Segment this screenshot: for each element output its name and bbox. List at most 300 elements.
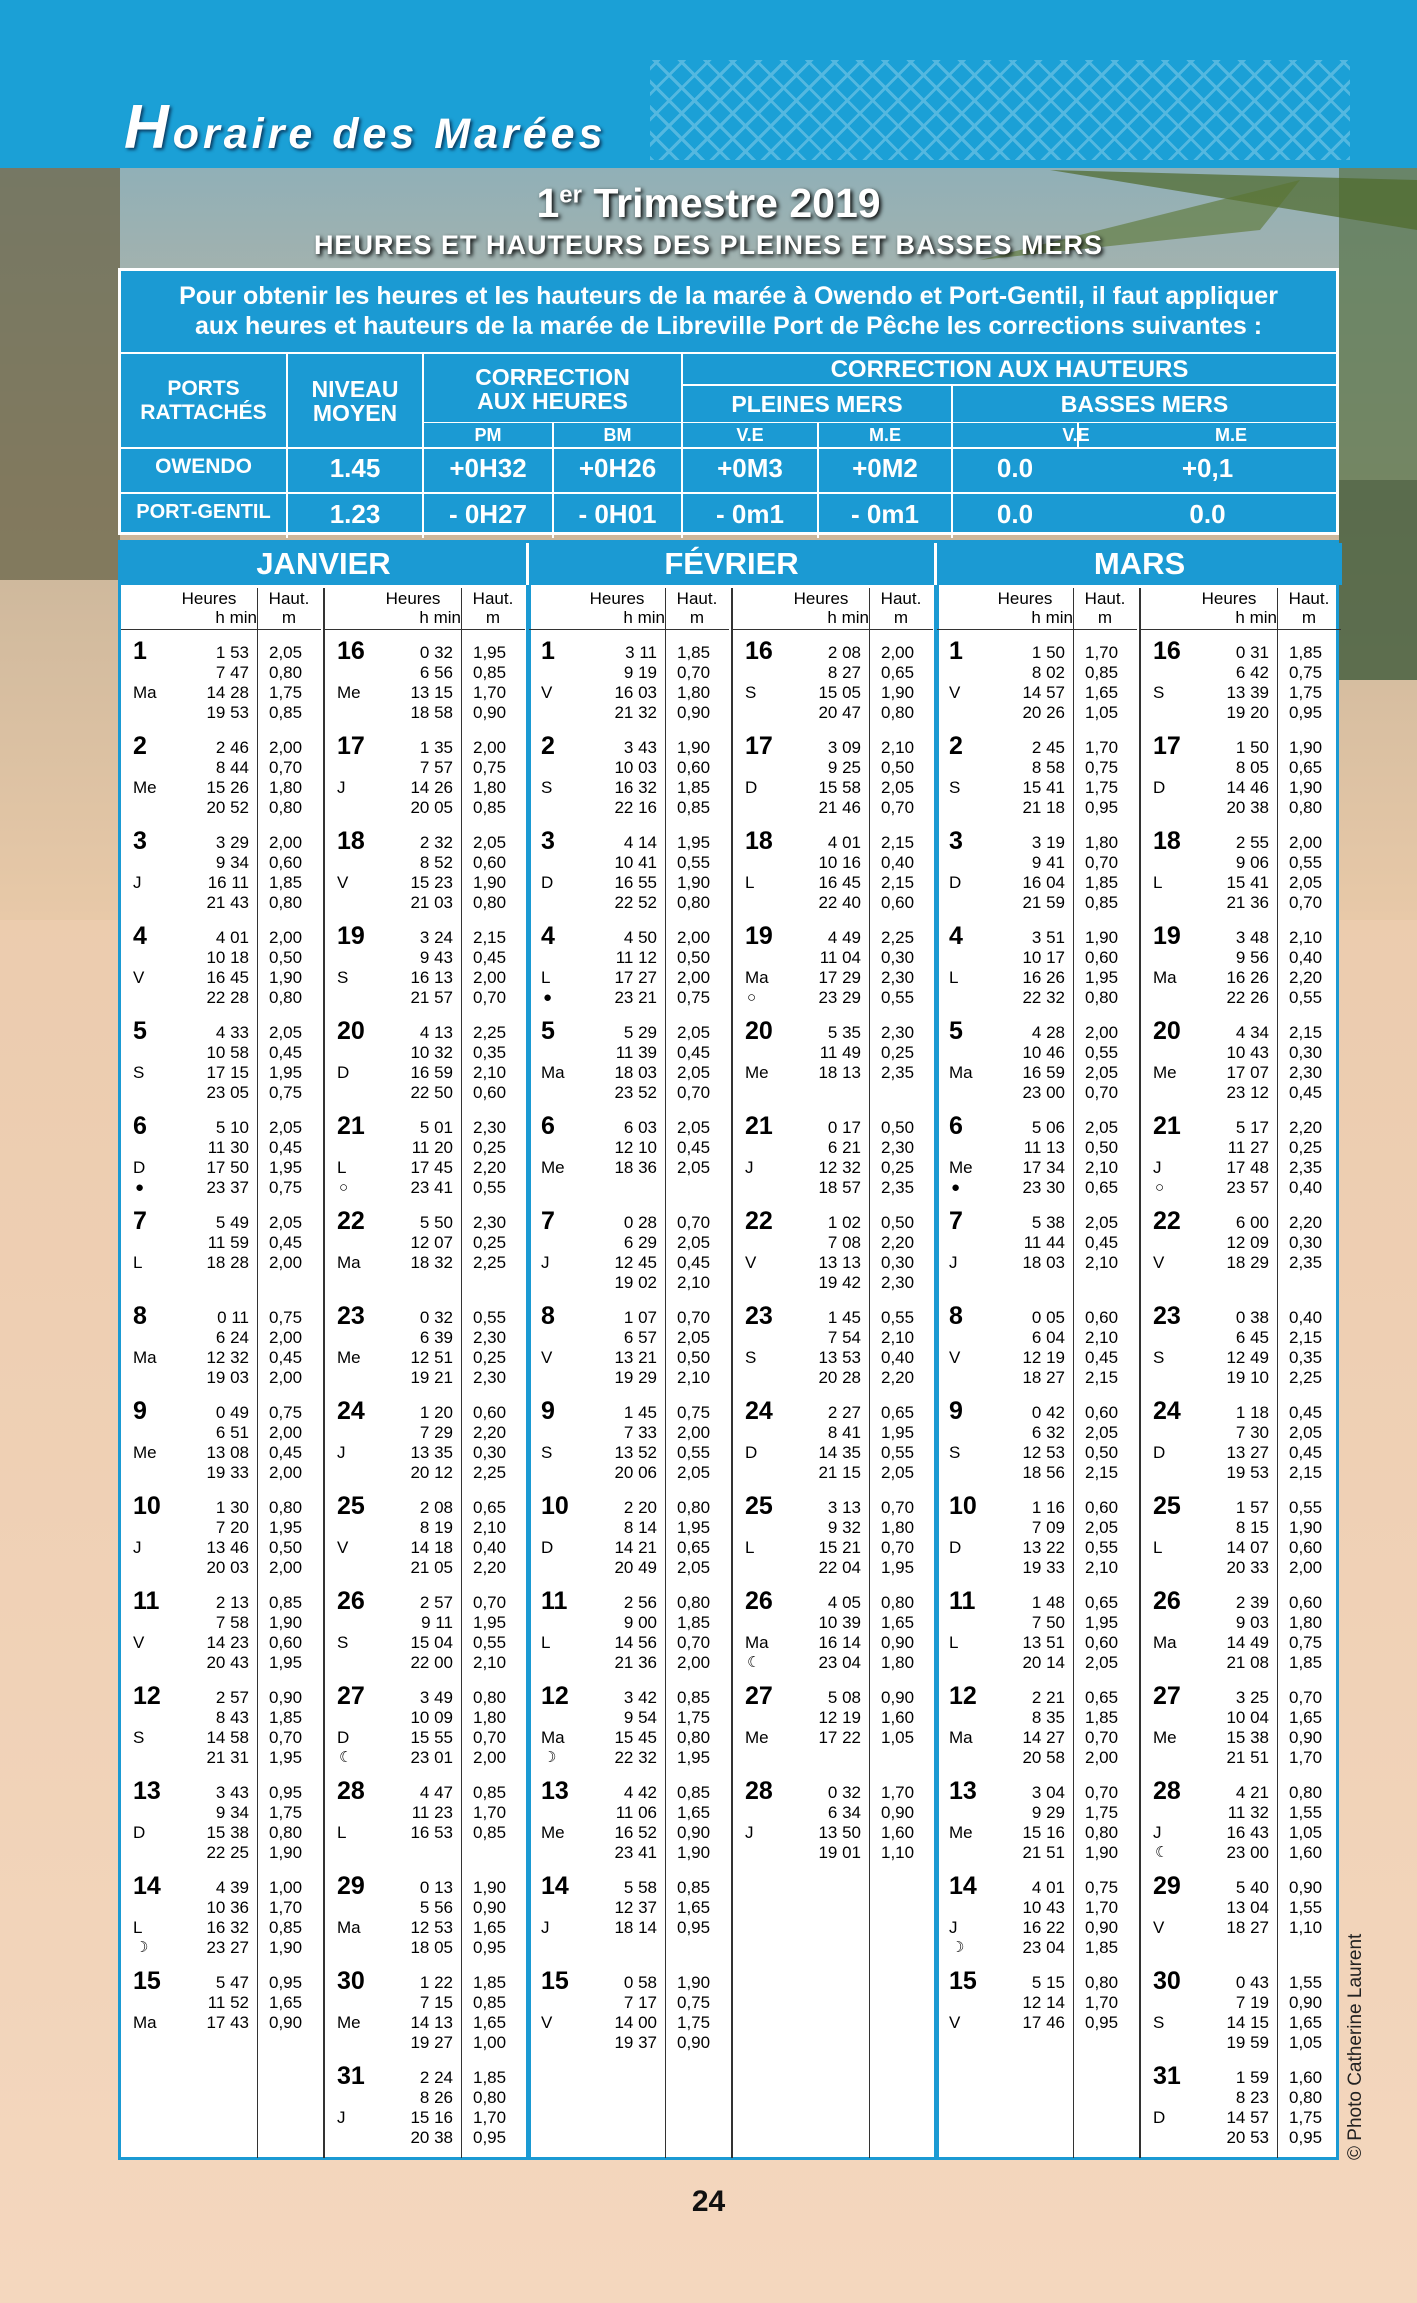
head-niveau: NIVEAU MOYEN bbox=[311, 376, 399, 426]
weekday: J bbox=[541, 1253, 550, 1272]
tide-height: 1,60 bbox=[1289, 1843, 1323, 1862]
head-corr-hauteurs: CORRECTION AUX HAUTEURS bbox=[830, 356, 1189, 383]
day-number: 2 bbox=[541, 732, 555, 760]
weekday: Ma bbox=[541, 1063, 565, 1082]
tide-height: 0,95 bbox=[269, 1783, 303, 1802]
tide-time: 16 22 bbox=[1022, 1918, 1065, 1937]
weekday: D bbox=[1153, 778, 1166, 797]
tide-time: 13 15 bbox=[410, 683, 453, 702]
tide-time: 18 03 bbox=[1022, 1253, 1065, 1272]
tide-time: 2 39 bbox=[1235, 1593, 1269, 1612]
tide-height: 0,90 bbox=[881, 1803, 915, 1822]
row-portgentil-pm: - 0H27 bbox=[448, 499, 528, 529]
tide-height: 0,45 bbox=[269, 1348, 303, 1367]
tide-height: 2,30 bbox=[881, 1273, 915, 1292]
tide-height: 0,50 bbox=[881, 1213, 915, 1232]
tide-time: 7 50 bbox=[1031, 1613, 1065, 1632]
tide-height: 1,75 bbox=[1085, 1803, 1119, 1822]
tide-time: 22 40 bbox=[818, 893, 861, 912]
tide-height: 1,65 bbox=[677, 1803, 711, 1822]
tide-time: 4 01 bbox=[827, 833, 861, 852]
day-number: 12 bbox=[541, 1682, 569, 1710]
tide-height: 2,00 bbox=[269, 1558, 303, 1577]
tide-time: 15 38 bbox=[1226, 1728, 1269, 1747]
tide-height: 1,95 bbox=[1085, 968, 1119, 987]
weekday: S bbox=[1153, 2013, 1165, 2032]
header-hmin: h min bbox=[215, 608, 257, 627]
weekday: V bbox=[1153, 1918, 1165, 1937]
tide-time: 23 57 bbox=[1226, 1178, 1269, 1197]
tide-time: 5 06 bbox=[1031, 1118, 1065, 1137]
tide-height: 2,20 bbox=[1289, 1213, 1323, 1232]
tide-time: 16 32 bbox=[206, 1918, 249, 1937]
tide-height: 0,30 bbox=[1289, 1043, 1323, 1062]
weekday: Me bbox=[541, 1823, 565, 1842]
day-number: 11 bbox=[949, 1587, 976, 1615]
tide-height: 2,05 bbox=[1289, 1423, 1323, 1442]
tide-time: 9 25 bbox=[827, 758, 861, 777]
tide-height: 0,80 bbox=[1085, 988, 1119, 1007]
sub-ve-basses: V.E bbox=[1062, 425, 1090, 445]
header-m: m bbox=[1097, 608, 1113, 627]
tide-height: 2,25 bbox=[881, 928, 915, 947]
tide-time: 20 06 bbox=[614, 1463, 657, 1482]
tide-time: 21 59 bbox=[1022, 893, 1065, 912]
trimestre-label: Trimestre 2019 bbox=[581, 180, 881, 226]
tide-time: 22 50 bbox=[410, 1083, 453, 1102]
tide-time: 20 28 bbox=[818, 1368, 861, 1387]
tide-time: 10 41 bbox=[614, 853, 657, 872]
tide-height: 0,70 bbox=[473, 1593, 507, 1612]
tide-height: 0,65 bbox=[1085, 1178, 1119, 1197]
tide-time: 19 53 bbox=[206, 703, 249, 722]
tide-time: 7 54 bbox=[827, 1328, 861, 1347]
tide-height: 0,70 bbox=[473, 988, 507, 1007]
tide-height: 1,10 bbox=[1289, 1918, 1323, 1937]
tide-time: 5 40 bbox=[1235, 1878, 1269, 1897]
day-number: 10 bbox=[949, 1492, 977, 1520]
day-number: 15 bbox=[949, 1967, 977, 1995]
tide-height: 0,70 bbox=[677, 1213, 711, 1232]
tide-time: 5 50 bbox=[419, 1213, 453, 1232]
header-line bbox=[937, 629, 1137, 630]
tide-time: 13 50 bbox=[818, 1823, 861, 1842]
tide-time: 3 25 bbox=[1235, 1688, 1269, 1707]
day-number: 29 bbox=[1153, 1872, 1181, 1900]
day-number: 19 bbox=[337, 922, 365, 950]
month-header-2: MARS bbox=[937, 543, 1342, 585]
tide-height: 1,80 bbox=[269, 778, 303, 797]
month-separator bbox=[934, 585, 939, 2160]
tide-time: 18 27 bbox=[1226, 1918, 1269, 1937]
tide-height: 2,20 bbox=[1289, 1118, 1323, 1137]
tide-time: 8 15 bbox=[1235, 1518, 1269, 1537]
tide-height: 1,90 bbox=[881, 683, 915, 702]
tide-time: 15 41 bbox=[1226, 873, 1269, 892]
tide-time: 9 41 bbox=[1031, 853, 1065, 872]
tide-time: 11 13 bbox=[1023, 1138, 1065, 1157]
tide-time: 12 19 bbox=[1022, 1348, 1065, 1367]
tide-height: 0,70 bbox=[1289, 893, 1323, 912]
tide-height: 2,10 bbox=[1289, 928, 1323, 947]
tide-time: 18 03 bbox=[614, 1063, 657, 1082]
tide-height: 2,20 bbox=[881, 1368, 915, 1387]
day-number: 4 bbox=[541, 922, 555, 950]
tide-time: 2 13 bbox=[215, 1593, 249, 1612]
row-owendo-bm: +0H26 bbox=[578, 453, 657, 483]
tide-time: 23 41 bbox=[614, 1843, 657, 1862]
row-owendo-pm: +0H32 bbox=[449, 453, 527, 483]
tide-height: 0,85 bbox=[677, 798, 711, 817]
tide-time: 20 49 bbox=[614, 1558, 657, 1577]
tide-height: 0,85 bbox=[677, 1783, 711, 1802]
tide-height: 1,65 bbox=[1289, 2013, 1323, 2032]
tide-height: 2,20 bbox=[881, 1233, 915, 1252]
tide-time: 17 15 bbox=[206, 1063, 249, 1082]
tide-height: 1,65 bbox=[473, 2013, 507, 2032]
day-number: 9 bbox=[133, 1397, 147, 1425]
day-number: 22 bbox=[1153, 1207, 1181, 1235]
weekday: L bbox=[337, 1823, 347, 1842]
moon-phase-icon: ○ bbox=[747, 989, 757, 1006]
tide-height: 1,80 bbox=[1289, 1613, 1323, 1632]
sub-pm: PM bbox=[474, 425, 502, 445]
tide-time: 21 18 bbox=[1022, 798, 1065, 817]
tide-height: 2,15 bbox=[881, 833, 915, 852]
tide-height: 2,30 bbox=[473, 1213, 507, 1232]
tide-height: 1,70 bbox=[1085, 643, 1119, 662]
tide-time: 5 08 bbox=[827, 1688, 861, 1707]
tide-height: 2,10 bbox=[1085, 1158, 1119, 1177]
day-number: 23 bbox=[337, 1302, 365, 1330]
tide-time: 5 17 bbox=[1235, 1118, 1269, 1137]
weekday: S bbox=[337, 1633, 349, 1652]
tide-time: 10 04 bbox=[1226, 1708, 1269, 1727]
tide-time: 1 20 bbox=[419, 1403, 453, 1422]
tide-height: 1,75 bbox=[1289, 2108, 1323, 2127]
tide-height: 0,90 bbox=[881, 1633, 915, 1652]
tide-height: 0,70 bbox=[473, 1728, 507, 1747]
tide-height: 2,10 bbox=[473, 1653, 507, 1672]
tide-height: 0,80 bbox=[1289, 1783, 1323, 1802]
tide-time: 9 34 bbox=[215, 1803, 249, 1822]
tide-time: 4 01 bbox=[1031, 1878, 1065, 1897]
tide-height: 2,00 bbox=[881, 643, 915, 662]
tide-height: 0,75 bbox=[677, 1993, 711, 2012]
tide-height: 1,95 bbox=[473, 1613, 507, 1632]
tide-time: 1 02 bbox=[827, 1213, 861, 1232]
weekday: V bbox=[541, 1348, 553, 1367]
tide-time: 11 59 bbox=[207, 1233, 249, 1252]
tide-height: 0,65 bbox=[881, 1403, 915, 1422]
tide-height: 2,25 bbox=[473, 1253, 507, 1272]
tide-height: 2,10 bbox=[1085, 1558, 1119, 1577]
weekday: D bbox=[133, 1158, 146, 1177]
tide-time: 18 13 bbox=[818, 1063, 861, 1082]
tide-time: 19 53 bbox=[1226, 1463, 1269, 1482]
tide-time: 11 20 bbox=[411, 1138, 453, 1157]
weekday: L bbox=[949, 968, 959, 987]
tide-time: 0 42 bbox=[1031, 1403, 1065, 1422]
weekday: L bbox=[541, 1633, 551, 1652]
tide-height: 2,05 bbox=[677, 1023, 711, 1042]
tide-height: 1,80 bbox=[1085, 833, 1119, 852]
tide-time: 0 28 bbox=[623, 1213, 657, 1232]
moon-phase-icon: ☾ bbox=[339, 1749, 353, 1766]
header-hmin: h min bbox=[1031, 608, 1073, 627]
tide-height: 2,15 bbox=[473, 928, 507, 947]
tide-time: 21 43 bbox=[206, 893, 249, 912]
tide-height: 0,95 bbox=[677, 1918, 711, 1937]
tide-height: 0,75 bbox=[269, 1083, 303, 1102]
weekday: Ma bbox=[1153, 968, 1177, 987]
day-number: 12 bbox=[949, 1682, 977, 1710]
day-number: 26 bbox=[337, 1587, 365, 1615]
weekday: Me bbox=[1153, 1063, 1177, 1082]
day-number: 28 bbox=[745, 1777, 773, 1805]
tide-time: 14 23 bbox=[206, 1633, 249, 1652]
tide-time: 5 56 bbox=[419, 1898, 453, 1917]
tide-time: 13 35 bbox=[410, 1443, 453, 1462]
tide-time: 20 58 bbox=[1022, 1748, 1065, 1767]
tide-time: 10 43 bbox=[1022, 1898, 1065, 1917]
tide-height: 0,25 bbox=[1289, 1138, 1323, 1157]
day-number: 10 bbox=[541, 1492, 569, 1520]
tide-height: 0,80 bbox=[269, 1823, 303, 1842]
day-number: 23 bbox=[1153, 1302, 1181, 1330]
tide-height: 0,25 bbox=[473, 1138, 507, 1157]
tide-height: 2,05 bbox=[677, 1158, 711, 1177]
tide-height: 1,65 bbox=[473, 1918, 507, 1937]
tide-time: 15 55 bbox=[410, 1728, 453, 1747]
tide-time: 19 33 bbox=[1022, 1558, 1065, 1577]
tide-time: 13 53 bbox=[818, 1348, 861, 1367]
tide-time: 4 42 bbox=[623, 1783, 657, 1802]
head-ports: PORTS RATTACHÉS bbox=[140, 377, 267, 424]
moon-phase-icon: ○ bbox=[339, 1179, 349, 1196]
tide-time: 21 31 bbox=[206, 1748, 249, 1767]
tide-time: 3 04 bbox=[1031, 1783, 1065, 1802]
weekday: V bbox=[337, 873, 349, 892]
corrections-intro bbox=[121, 281, 1336, 341]
tide-time: 11 39 bbox=[615, 1043, 657, 1062]
tide-height: 2,10 bbox=[473, 1063, 507, 1082]
tide-height: 1,70 bbox=[473, 683, 507, 702]
weekday: D bbox=[1153, 1443, 1166, 1462]
tide-height: 2,05 bbox=[269, 643, 303, 662]
tide-time: 14 26 bbox=[410, 778, 453, 797]
day-number: 18 bbox=[337, 827, 365, 855]
tide-time: 4 33 bbox=[215, 1023, 249, 1042]
tide-height: 2,00 bbox=[677, 1653, 711, 1672]
tide-time: 18 29 bbox=[1226, 1253, 1269, 1272]
day-number: 27 bbox=[337, 1682, 365, 1710]
weekday: Me bbox=[1153, 1728, 1177, 1747]
weekday: V bbox=[1153, 1253, 1165, 1272]
tide-height: 0,70 bbox=[677, 1308, 711, 1327]
row-portgentil-bm: - 0H01 bbox=[578, 499, 657, 529]
tide-time: 23 00 bbox=[1022, 1083, 1065, 1102]
tide-height: 0,60 bbox=[1085, 948, 1119, 967]
tide-time: 16 32 bbox=[614, 778, 657, 797]
tide-time: 2 57 bbox=[215, 1688, 249, 1707]
tide-time: 15 41 bbox=[1022, 778, 1065, 797]
moon-phase-icon: ☾ bbox=[747, 1654, 761, 1671]
tide-height: 0,75 bbox=[1085, 1878, 1119, 1897]
tide-height: 1,95 bbox=[269, 1518, 303, 1537]
tide-height: 1,70 bbox=[1289, 1748, 1323, 1767]
tide-height: 0,80 bbox=[473, 1688, 507, 1707]
tide-height: 0,55 bbox=[1289, 853, 1323, 872]
weekday: V bbox=[133, 968, 145, 987]
tide-time: 11 27 bbox=[1227, 1138, 1269, 1157]
sub-me-pleines: M.E bbox=[868, 425, 901, 445]
tide-time: 10 36 bbox=[206, 1898, 249, 1917]
tide-time: 6 32 bbox=[1031, 1423, 1065, 1442]
tide-height: 2,00 bbox=[473, 738, 507, 757]
tide-height: 0,75 bbox=[269, 1403, 303, 1422]
row-portgentil-port: PORT-GENTIL bbox=[136, 501, 271, 523]
tide-time: 5 58 bbox=[623, 1878, 657, 1897]
tide-time: 23 41 bbox=[410, 1178, 453, 1197]
tide-time: 21 57 bbox=[410, 988, 453, 1007]
tide-height: 1,90 bbox=[677, 873, 711, 892]
tide-height: 1,95 bbox=[473, 643, 507, 662]
tide-height: 1,85 bbox=[473, 1973, 507, 1992]
tide-time: 6 24 bbox=[215, 1328, 249, 1347]
tide-time: 19 21 bbox=[410, 1368, 453, 1387]
row-owendo-bve: 0.0 bbox=[996, 453, 1034, 483]
tide-height: 0,70 bbox=[1085, 1728, 1119, 1747]
weekday: Me bbox=[541, 1158, 565, 1177]
tide-time: 21 32 bbox=[614, 703, 657, 722]
weekday: D bbox=[745, 778, 758, 797]
tide-height: 0,55 bbox=[1289, 988, 1323, 1007]
tide-height: 0,90 bbox=[881, 1688, 915, 1707]
tide-time: 1 59 bbox=[1235, 2068, 1269, 2087]
tide-height: 2,05 bbox=[677, 1233, 711, 1252]
head-pleines: PLEINES MERS bbox=[731, 391, 903, 417]
row-portgentil-bme: 0.0 bbox=[1189, 499, 1226, 529]
weekday: L bbox=[133, 1253, 143, 1272]
month-header-0: JANVIER bbox=[121, 543, 526, 585]
tide-time: 5 29 bbox=[623, 1023, 657, 1042]
tide-time: 14 57 bbox=[1022, 683, 1065, 702]
tide-height: 1,90 bbox=[1289, 1518, 1323, 1537]
header-line bbox=[1141, 629, 1341, 630]
tide-height: 0,90 bbox=[1289, 1728, 1323, 1747]
tide-height: 0,70 bbox=[1289, 1688, 1323, 1707]
head-corr-heures: CORRECTION AUX HEURES bbox=[475, 364, 630, 414]
tide-height: 1,70 bbox=[1085, 1993, 1119, 2012]
day-number: 21 bbox=[337, 1112, 365, 1140]
col-line bbox=[323, 588, 325, 2158]
weekday: Me bbox=[337, 1348, 361, 1367]
tide-time: 0 31 bbox=[1235, 643, 1269, 662]
tide-time: 20 12 bbox=[410, 1463, 453, 1482]
tide-time: 22 16 bbox=[614, 798, 657, 817]
day-number: 6 bbox=[541, 1112, 555, 1140]
tide-height: 0,90 bbox=[269, 2013, 303, 2032]
tide-height: 0,95 bbox=[1085, 2013, 1119, 2032]
weekday: Ma bbox=[337, 1253, 361, 1272]
day-number: 26 bbox=[745, 1587, 773, 1615]
tide-time: 14 35 bbox=[818, 1443, 861, 1462]
day-number: 28 bbox=[1153, 1777, 1181, 1805]
tide-height: 0,90 bbox=[1085, 1918, 1119, 1937]
tide-time: 13 27 bbox=[1226, 1443, 1269, 1462]
row-owendo-port: OWENDO bbox=[155, 455, 252, 478]
tide-time: 14 46 bbox=[1226, 778, 1269, 797]
tide-height: 2,25 bbox=[1289, 1368, 1323, 1387]
tide-height: 0,85 bbox=[473, 1993, 507, 2012]
day-number: 2 bbox=[949, 732, 963, 760]
tide-time: 12 07 bbox=[410, 1233, 453, 1252]
tide-height: 1,75 bbox=[1289, 683, 1323, 702]
tide-height: 0,50 bbox=[1085, 1138, 1119, 1157]
tide-time: 17 50 bbox=[206, 1158, 249, 1177]
tide-time: 12 19 bbox=[818, 1708, 861, 1727]
tide-height: 2,00 bbox=[677, 928, 711, 947]
corrections-table bbox=[118, 268, 1339, 535]
tide-time: 16 45 bbox=[206, 968, 249, 987]
tide-time: 10 58 bbox=[206, 1043, 249, 1062]
tide-time: 17 46 bbox=[1022, 2013, 1065, 2032]
tide-time: 1 16 bbox=[1031, 1498, 1065, 1517]
day-number: 1 bbox=[541, 637, 555, 665]
weekday: L bbox=[541, 968, 551, 987]
tide-time: 12 37 bbox=[614, 1898, 657, 1917]
tide-time: 23 37 bbox=[206, 1178, 249, 1197]
tide-time: 1 50 bbox=[1235, 738, 1269, 757]
moon-phase-icon: ● bbox=[135, 1179, 145, 1196]
tide-height: 0,50 bbox=[881, 1118, 915, 1137]
tide-time: 13 04 bbox=[1226, 1898, 1269, 1917]
day-number: 5 bbox=[949, 1017, 963, 1045]
weekday: J bbox=[1153, 1158, 1162, 1177]
tide-time: 21 05 bbox=[410, 1558, 453, 1577]
tide-height: 0,55 bbox=[473, 1308, 507, 1327]
tide-time: 23 29 bbox=[818, 988, 861, 1007]
tide-height: 2,00 bbox=[269, 1463, 303, 1482]
tide-height: 0,45 bbox=[677, 1253, 711, 1272]
tide-time: 3 48 bbox=[1235, 928, 1269, 947]
tide-height: 2,30 bbox=[1289, 1063, 1323, 1082]
page-number: 24 bbox=[691, 2185, 726, 2218]
tide-time: 20 14 bbox=[1022, 1653, 1065, 1672]
weekday: J bbox=[949, 1918, 958, 1937]
tide-height: 0,30 bbox=[881, 1253, 915, 1272]
tide-time: 3 51 bbox=[1031, 928, 1065, 947]
header-heures: Heures bbox=[997, 589, 1053, 608]
weekday: S bbox=[1153, 683, 1165, 702]
tide-time: 2 27 bbox=[827, 1403, 861, 1422]
tide-height: 1,80 bbox=[473, 778, 507, 797]
tide-time: 5 38 bbox=[1031, 1213, 1065, 1232]
weekday: L bbox=[1153, 1538, 1163, 1557]
day-number: 21 bbox=[745, 1112, 773, 1140]
tide-time: 23 12 bbox=[1226, 1083, 1269, 1102]
header-heures: Heures bbox=[1201, 589, 1257, 608]
tide-time: 22 32 bbox=[614, 1748, 657, 1767]
tide-time: 12 45 bbox=[614, 1253, 657, 1272]
tide-time: 14 27 bbox=[1022, 1728, 1065, 1747]
tide-height: 0,85 bbox=[269, 1593, 303, 1612]
tide-height: 2,05 bbox=[269, 1023, 303, 1042]
tide-height: 2,00 bbox=[677, 968, 711, 987]
tide-height: 2,15 bbox=[1289, 1023, 1323, 1042]
day-number: 19 bbox=[1153, 922, 1181, 950]
